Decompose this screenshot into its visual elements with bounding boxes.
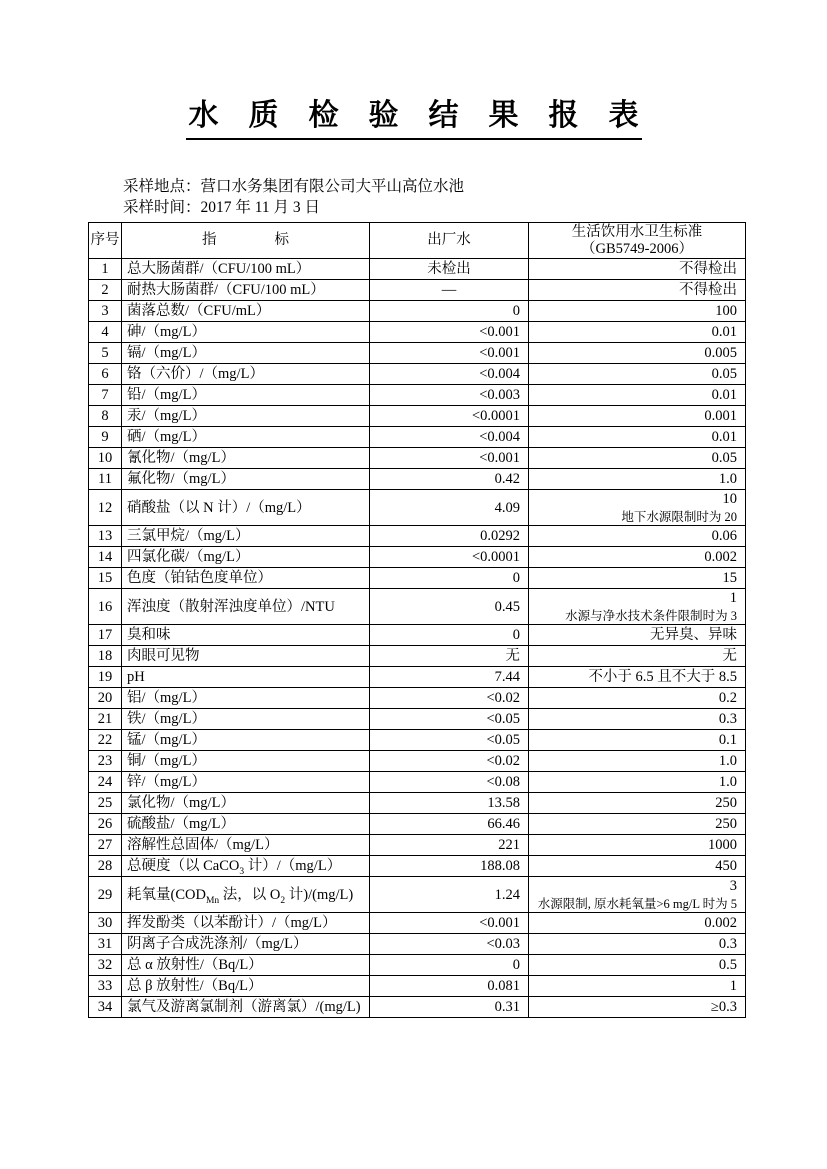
indicator-cell: 总 α 放射性/（Bq/L） — [122, 955, 370, 976]
standard-cell: ≥0.3 — [529, 997, 746, 1018]
standard-cell: 1 — [529, 976, 746, 997]
col-header-no: 序号 — [89, 223, 122, 259]
outflow-value-cell: 7.44 — [370, 667, 529, 688]
indicator-cell: 锌/（mg/L） — [122, 772, 370, 793]
row-number: 33 — [89, 976, 122, 997]
table-row — [89, 856, 746, 877]
standard-limit-note: 地下水源限制时为 20 — [621, 510, 737, 524]
indicator-cell — [122, 856, 370, 877]
standard-cell: 无异臭、异味 — [529, 625, 746, 646]
standard-cell: 不得检出 — [529, 280, 746, 301]
table-row — [89, 547, 746, 568]
standard-cell: 100 — [529, 301, 746, 322]
outflow-value-cell: <0.001 — [370, 343, 529, 364]
standard-cell: 0.05 — [529, 448, 746, 469]
header-row — [89, 223, 746, 259]
table-row — [89, 709, 746, 730]
standard-cell: 15 — [529, 568, 746, 589]
table-row — [89, 448, 746, 469]
standard-cell — [529, 589, 746, 625]
standard-limit: 1 — [729, 590, 737, 606]
indicator-cell: 菌落总数/（CFU/mL） — [122, 301, 370, 322]
table-row — [89, 814, 746, 835]
row-number: 29 — [89, 877, 122, 913]
outflow-value-cell: 188.08 — [370, 856, 529, 877]
outflow-value-cell: 4.09 — [370, 490, 529, 526]
page-title-text: 水 质 检 验 结 果 报 表 — [186, 90, 642, 140]
indicator-text: 耗氧量(COD — [127, 886, 206, 903]
row-number: 19 — [89, 667, 122, 688]
outflow-value-cell: 13.58 — [370, 793, 529, 814]
indicator-cell: 硝酸盐（以 N 计）/（mg/L） — [122, 490, 370, 526]
standard-cell: 0.2 — [529, 688, 746, 709]
standard-cell: 0.06 — [529, 526, 746, 547]
indicator-cell: 氯气及游离氯制剂（游离氯）/(mg/L) — [122, 997, 370, 1018]
table-row — [89, 997, 746, 1018]
indicator-cell: 铝/（mg/L） — [122, 688, 370, 709]
row-number: 28 — [89, 856, 122, 877]
row-number: 26 — [89, 814, 122, 835]
table-row — [89, 976, 746, 997]
sampling-time: 采样时间：2017 年 11 月 3 日 — [123, 199, 321, 216]
standard-limit: 3 — [729, 878, 737, 894]
sampling-info — [123, 176, 464, 218]
standard-cell: 0.05 — [529, 364, 746, 385]
indicator-cell — [122, 877, 370, 913]
row-number: 9 — [89, 427, 122, 448]
outflow-value-cell: 0.31 — [370, 997, 529, 1018]
indicator-cell: 锰/（mg/L） — [122, 730, 370, 751]
indicator-cell: 铜/（mg/L） — [122, 751, 370, 772]
outflow-value-cell: 0.45 — [370, 589, 529, 625]
row-number: 3 — [89, 301, 122, 322]
table-row — [89, 259, 746, 280]
indicator-cell: 挥发酚类（以苯酚计）/（mg/L） — [122, 913, 370, 934]
indicator-text: 法，以 O — [219, 886, 281, 903]
row-number: 1 — [89, 259, 122, 280]
table-row — [89, 322, 746, 343]
indicator-cell: 肉眼可见物 — [122, 646, 370, 667]
table-row — [89, 730, 746, 751]
table-row — [89, 877, 746, 913]
table-row — [89, 751, 746, 772]
indicator-cell: 砷/（mg/L） — [122, 322, 370, 343]
row-number: 22 — [89, 730, 122, 751]
outflow-value-cell: — — [370, 280, 529, 301]
row-number: 15 — [89, 568, 122, 589]
row-number: 12 — [89, 490, 122, 526]
standard-cell: 0.5 — [529, 955, 746, 976]
row-number: 23 — [89, 751, 122, 772]
indicator-cell: 氯化物/（mg/L） — [122, 793, 370, 814]
row-number: 14 — [89, 547, 122, 568]
table-row — [89, 667, 746, 688]
indicator-cell: pH — [122, 667, 370, 688]
standard-limit: 10 — [722, 491, 737, 507]
outflow-value-cell: <0.001 — [370, 913, 529, 934]
table-row — [89, 955, 746, 976]
row-number: 20 — [89, 688, 122, 709]
standard-cell: 不得检出 — [529, 259, 746, 280]
table-row — [89, 406, 746, 427]
table-row — [89, 385, 746, 406]
standard-cell: 0.3 — [529, 934, 746, 955]
indicator-cell: 硫酸盐/（mg/L） — [122, 814, 370, 835]
col-header-indicator: 指 标 — [122, 223, 370, 259]
indicator-cell: 色度（铂钴色度单位） — [122, 568, 370, 589]
indicator-cell: 阴离子合成洗涤剂/（mg/L） — [122, 934, 370, 955]
outflow-value-cell: <0.0001 — [370, 547, 529, 568]
outflow-value-cell: 1.24 — [370, 877, 529, 913]
standard-cell — [529, 877, 746, 913]
indicator-cell: 铁/（mg/L） — [122, 709, 370, 730]
outflow-value-cell: <0.001 — [370, 322, 529, 343]
row-number: 34 — [89, 997, 122, 1018]
indicator-cell: 汞/（mg/L） — [122, 406, 370, 427]
row-number: 25 — [89, 793, 122, 814]
col-header-standard — [529, 223, 746, 259]
table-row — [89, 625, 746, 646]
outflow-value-cell: <0.004 — [370, 427, 529, 448]
outflow-value-cell: 0.42 — [370, 469, 529, 490]
standard-cell: 0.1 — [529, 730, 746, 751]
col-header-outflow: 出厂水 — [370, 223, 529, 259]
table-row — [89, 526, 746, 547]
standard-cell: 1000 — [529, 835, 746, 856]
standard-cell: 不小于 6.5 且不大于 8.5 — [529, 667, 746, 688]
standard-cell: 0.01 — [529, 385, 746, 406]
outflow-value-cell: <0.02 — [370, 751, 529, 772]
indicator-cell: 氟化物/（mg/L） — [122, 469, 370, 490]
outflow-value-cell: 221 — [370, 835, 529, 856]
indicator-subscript: 2 — [280, 895, 286, 906]
outflow-value-cell: <0.004 — [370, 364, 529, 385]
outflow-value-cell: <0.05 — [370, 730, 529, 751]
indicator-cell: 浑浊度（散射浑浊度单位）/NTU — [122, 589, 370, 625]
sampling-location: 采样地点：营口水务集团有限公司大平山高位水池 — [123, 178, 465, 195]
standard-cell: 0.01 — [529, 427, 746, 448]
table-row — [89, 364, 746, 385]
table-row — [89, 301, 746, 322]
standard-cell: 1.0 — [529, 772, 746, 793]
outflow-value-cell: <0.001 — [370, 448, 529, 469]
row-number: 4 — [89, 322, 122, 343]
indicator-subscript: Mn — [205, 895, 220, 906]
row-number: 11 — [89, 469, 122, 490]
table-row — [89, 427, 746, 448]
standard-cell: 0.001 — [529, 406, 746, 427]
outflow-value-cell: 0 — [370, 301, 529, 322]
indicator-cell: 总 β 放射性/（Bq/L） — [122, 976, 370, 997]
indicator-cell: 三氯甲烷/（mg/L） — [122, 526, 370, 547]
standard-header-line1: 生活饮用水卫生标准 — [571, 223, 703, 240]
outflow-value-cell: 0.081 — [370, 976, 529, 997]
standard-cell: 0.005 — [529, 343, 746, 364]
row-number: 30 — [89, 913, 122, 934]
table-row — [89, 469, 746, 490]
page-title — [0, 90, 827, 140]
indicator-cell: 耐热大肠菌群/（CFU/100 mL） — [122, 280, 370, 301]
table-row — [89, 772, 746, 793]
row-number: 21 — [89, 709, 122, 730]
outflow-value-cell: <0.003 — [370, 385, 529, 406]
indicator-text: 总硬度（以 CaCO — [127, 858, 240, 874]
indicator-subscript: 3 — [239, 866, 245, 877]
standard-header-line2: （GB5749-2006） — [581, 240, 693, 257]
table-row — [89, 589, 746, 625]
row-number: 32 — [89, 955, 122, 976]
standard-cell: 450 — [529, 856, 746, 877]
standard-cell: 0.002 — [529, 547, 746, 568]
standard-cell: 0.3 — [529, 709, 746, 730]
indicator-cell: 溶解性总固体/（mg/L） — [122, 835, 370, 856]
outflow-value-cell: <0.02 — [370, 688, 529, 709]
outflow-value-cell: 无 — [370, 646, 529, 667]
table-row — [89, 913, 746, 934]
standard-cell: 1.0 — [529, 751, 746, 772]
table-row — [89, 793, 746, 814]
indicator-text: 计）/（mg/L） — [244, 858, 342, 874]
table-row — [89, 343, 746, 364]
row-number: 10 — [89, 448, 122, 469]
outflow-value-cell: 0 — [370, 568, 529, 589]
indicator-cell: 硒/（mg/L） — [122, 427, 370, 448]
table-row — [89, 490, 746, 526]
standard-cell: 250 — [529, 793, 746, 814]
outflow-value-cell: 0 — [370, 625, 529, 646]
outflow-value-cell: 0 — [370, 955, 529, 976]
outflow-value-cell: <0.08 — [370, 772, 529, 793]
indicator-cell: 镉/（mg/L） — [122, 343, 370, 364]
table-row — [89, 646, 746, 667]
standard-limit-note: 水源限制, 原水耗氧量>6 mg/L 时为 5 — [537, 897, 737, 911]
results-table-header — [89, 223, 746, 259]
row-number: 2 — [89, 280, 122, 301]
row-number: 31 — [89, 934, 122, 955]
table-row — [89, 688, 746, 709]
table-row — [89, 835, 746, 856]
outflow-value-cell: <0.0001 — [370, 406, 529, 427]
row-number: 8 — [89, 406, 122, 427]
outflow-value-cell: 66.46 — [370, 814, 529, 835]
standard-limit-note: 水源与净水技术条件限制时为 3 — [565, 609, 737, 623]
row-number: 13 — [89, 526, 122, 547]
indicator-cell: 四氯化碳/（mg/L） — [122, 547, 370, 568]
indicator-text: 计)/(mg/L) — [285, 886, 354, 903]
table-row — [89, 568, 746, 589]
indicator-cell: 铅/（mg/L） — [122, 385, 370, 406]
indicator-cell: 臭和味 — [122, 625, 370, 646]
outflow-value-cell: 0.0292 — [370, 526, 529, 547]
table-row — [89, 280, 746, 301]
standard-cell: 0.01 — [529, 322, 746, 343]
outflow-value-cell: 未检出 — [370, 259, 529, 280]
row-number: 6 — [89, 364, 122, 385]
row-number: 16 — [89, 589, 122, 625]
row-number: 27 — [89, 835, 122, 856]
table-row — [89, 934, 746, 955]
indicator-cell: 铬（六价）/（mg/L） — [122, 364, 370, 385]
outflow-value-cell: <0.05 — [370, 709, 529, 730]
outflow-value-cell: <0.03 — [370, 934, 529, 955]
row-number: 17 — [89, 625, 122, 646]
indicator-cell: 氰化物/（mg/L） — [122, 448, 370, 469]
row-number: 5 — [89, 343, 122, 364]
standard-cell: 250 — [529, 814, 746, 835]
standard-cell: 0.002 — [529, 913, 746, 934]
results-table — [88, 222, 746, 1018]
indicator-cell: 总大肠菌群/（CFU/100 mL） — [122, 259, 370, 280]
row-number: 18 — [89, 646, 122, 667]
standard-cell — [529, 490, 746, 526]
standard-cell: 1.0 — [529, 469, 746, 490]
standard-cell: 无 — [529, 646, 746, 667]
row-number: 7 — [89, 385, 122, 406]
row-number: 24 — [89, 772, 122, 793]
results-table-body — [89, 259, 746, 1018]
